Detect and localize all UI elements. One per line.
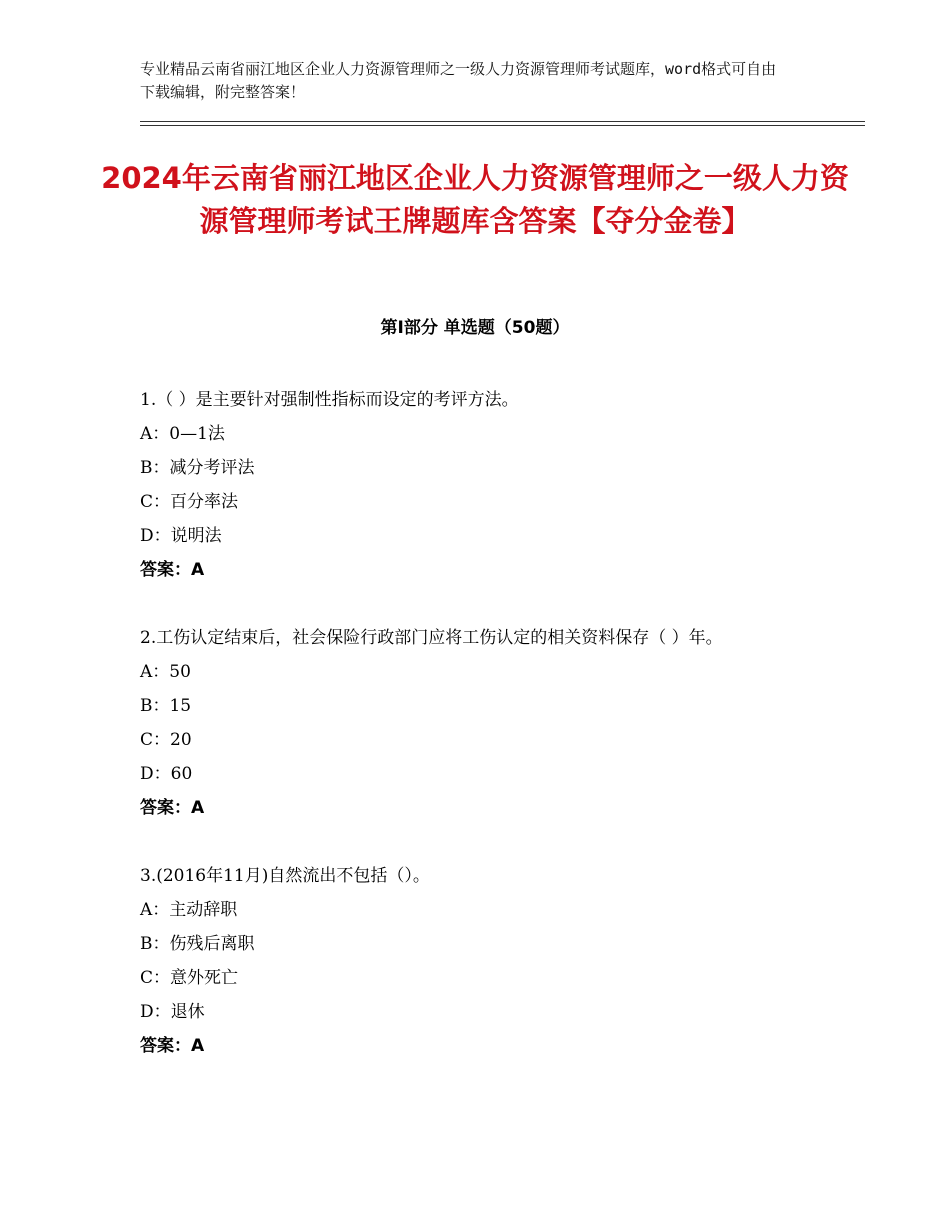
option-b: B：15 [140, 696, 192, 716]
header-rule-secondary [140, 125, 865, 126]
document-title: 2024年云南省丽江地区企业人力资源管理师之一级人力资源管理师考试王牌题库含答案【夺分金卷】 [101, 161, 849, 238]
header-rule [140, 121, 865, 122]
option-c: C：意外死亡 [140, 968, 239, 988]
question-stem: 1.（ ）是主要针对强制性指标而设定的考评方法。 [140, 390, 519, 410]
question-stem: 3.(2016年11月)自然流出不包括（）。 [140, 866, 430, 886]
section-title: 第Ⅰ部分 单选题（50题） [380, 318, 570, 338]
answer-label: 答案：A [140, 560, 205, 580]
option-b: B：减分考评法 [140, 458, 255, 478]
question-stem: 2.工伤认定结束后，社会保险行政部门应将工伤认定的相关资料保存（ ）年。 [140, 628, 723, 648]
question-1 [140, 383, 840, 587]
answer-label: 答案：A [140, 798, 205, 818]
answer-label: 答案：A [140, 1036, 205, 1056]
question-2 [140, 621, 840, 825]
question-3 [140, 859, 840, 1063]
option-d: D：60 [140, 764, 193, 784]
option-c: C：百分率法 [140, 492, 239, 512]
option-b: B：伤残后离职 [140, 934, 255, 954]
option-a: A：0—1法 [140, 424, 225, 444]
question-list [140, 383, 840, 1097]
option-a: A：主动辞职 [140, 900, 238, 920]
header-note: 专业精品云南省丽江地区企业人力资源管理师之一级人力资源管理师考试题库，word格式可自由下载编辑，附完整答案！ [140, 60, 777, 101]
option-a: A：50 [140, 662, 191, 682]
option-d: D：说明法 [140, 526, 222, 546]
option-c: C：20 [140, 730, 192, 750]
option-d: D：退休 [140, 1002, 205, 1022]
